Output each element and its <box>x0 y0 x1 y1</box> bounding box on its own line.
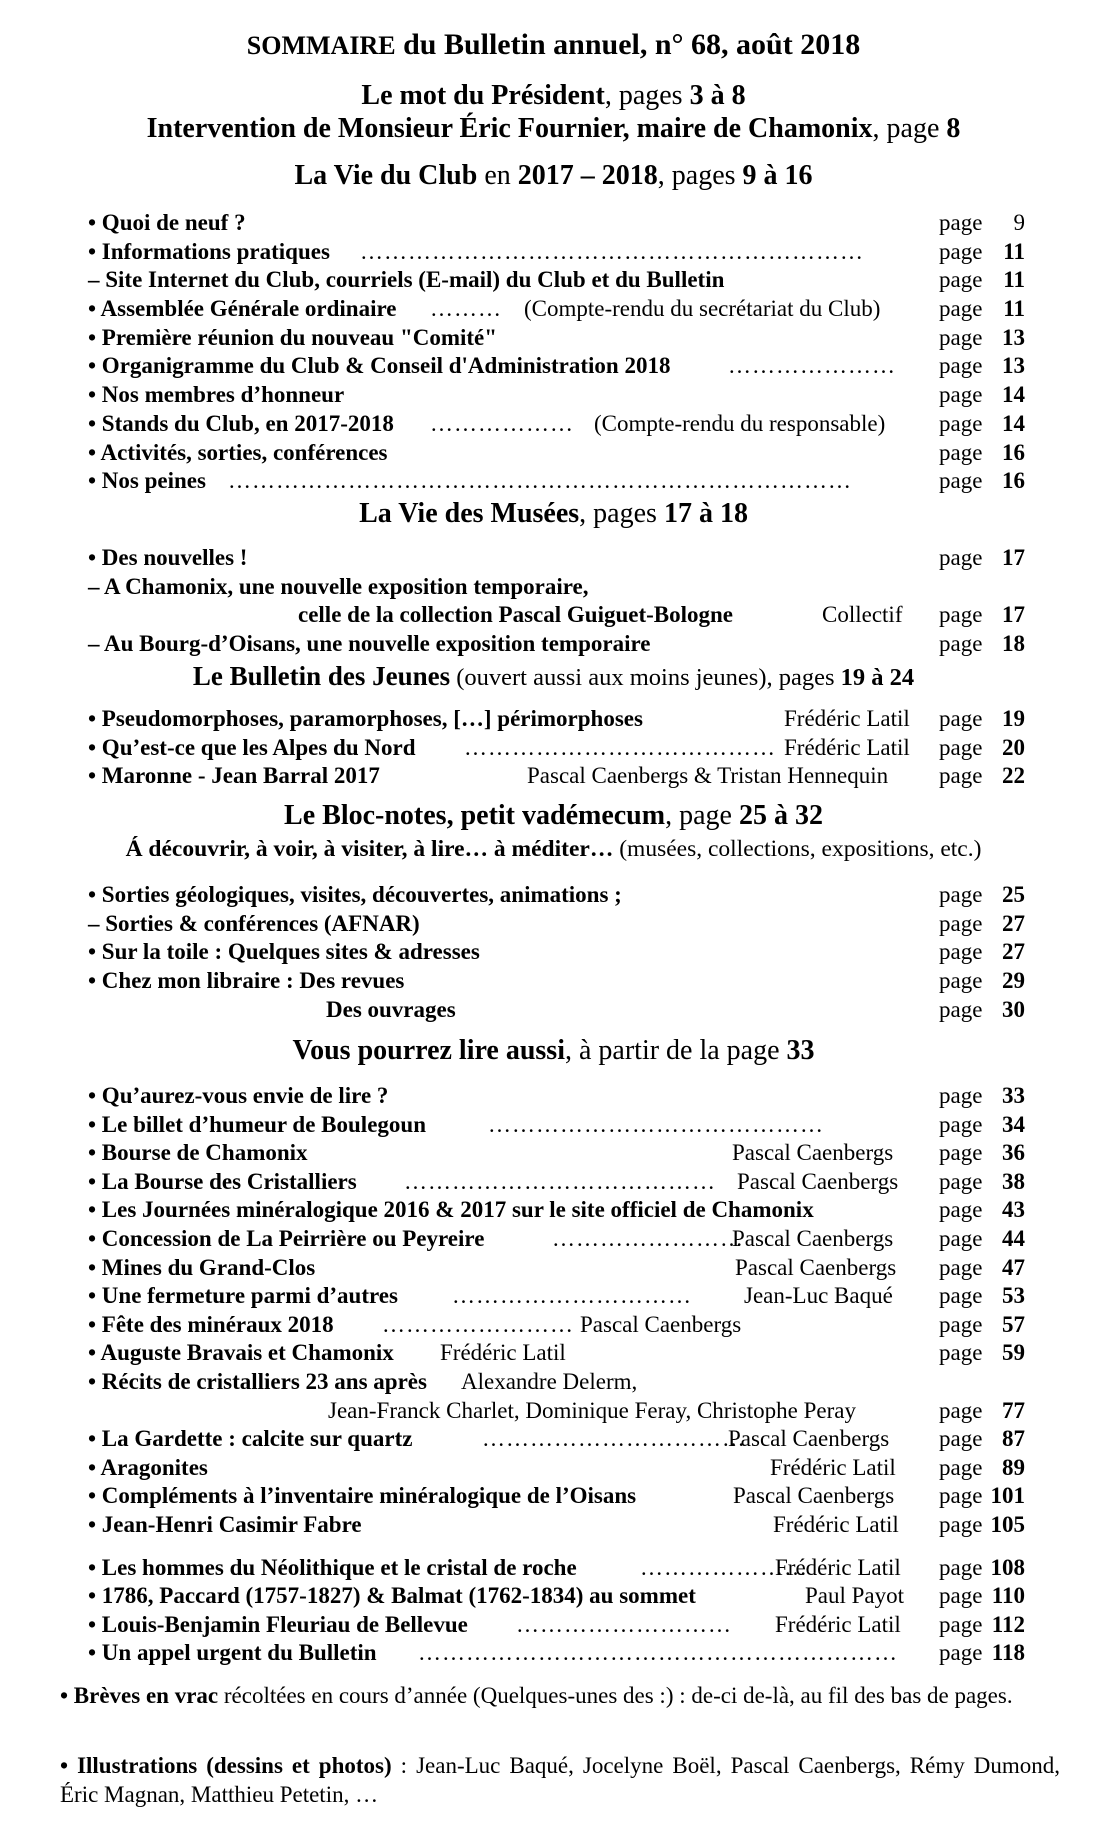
toc-entry <box>0 382 1107 412</box>
toc-entry <box>0 325 1107 355</box>
toc-entry <box>0 1512 1107 1542</box>
entry-page-label: page <box>939 1455 983 1480</box>
entry-page-number: 13 <box>1002 353 1025 378</box>
entry-leader-dots: ………………………………… <box>464 735 776 760</box>
entry-title: • Stands du Club, en 2017-2018 <box>88 411 394 436</box>
toc-entry <box>0 735 1107 765</box>
entry-page-label: page <box>939 735 983 760</box>
entry-title: • Chez mon libraire : Des revues <box>88 968 405 993</box>
toc-entry <box>0 1483 1107 1513</box>
toc-entry <box>0 1369 1107 1399</box>
entry-leader-dots: …………………………………………………… <box>418 1640 898 1665</box>
entry-page-number: 11 <box>1003 239 1025 264</box>
entry-page-label: page <box>939 1426 983 1451</box>
entry-page-number: 19 <box>1002 706 1025 731</box>
entry-page-label: page <box>939 239 983 264</box>
toc-entry <box>0 763 1107 793</box>
entry-page-label: page <box>939 911 983 936</box>
entry-title: • La Gardette : calcite sur quartz <box>88 1426 413 1451</box>
entry-page-number: 43 <box>1002 1197 1025 1222</box>
entry-author: (Compte-rendu du secrétariat du Club) <box>524 296 881 321</box>
entry-page-label: page <box>939 1255 983 1280</box>
entry-page-number: 101 <box>990 1483 1025 1508</box>
entry-title: • Qu’aurez-vous envie de lire ? <box>88 1083 389 1108</box>
entry-page-label: page <box>939 763 983 788</box>
entry-page-number: 11 <box>1003 267 1025 292</box>
note-breves: • Brèves en vrac récoltées en cours d’année (Quelques-unes des :) : de-ci de-là, au fil des bas de pages. <box>60 1683 1013 1708</box>
entry-title: • Organigramme du Club & Conseil d'Administration 2018 <box>88 353 671 378</box>
entry-title: • Mines du Grand-Clos <box>88 1255 316 1280</box>
entry-page-number: 108 <box>990 1555 1025 1580</box>
entry-title: • Pseudomorphoses, paramorphoses, […] périmorphoses <box>88 706 643 731</box>
entry-author: Pascal Caenbergs <box>733 1483 895 1508</box>
toc-entry <box>0 267 1107 297</box>
entry-title: • Activités, sorties, conférences <box>88 440 388 465</box>
entry-page-number: 57 <box>1002 1312 1025 1337</box>
entry-title: • Qu’est-ce que les Alpes du Nord <box>88 735 416 760</box>
entry-leader-dots: ………………………… <box>452 1283 692 1308</box>
toc-entry <box>0 1283 1107 1313</box>
entry-author: Jean-Luc Baqué <box>744 1283 893 1308</box>
note-illustrations: • Illustrations (dessins et photos) : Jean-Luc Baqué, Jocelyne Boël, Pascal Caenbergs, Rémy Dumond, Éric Magnan, Matthieu Petetin, … <box>60 1753 1060 1807</box>
entry-leader-dots: …………………………… <box>482 1426 746 1451</box>
entry-title: • La Bourse des Cristalliers <box>88 1169 357 1194</box>
entry-author: Frédéric Latil <box>440 1340 566 1365</box>
entry-page-number: 112 <box>991 1612 1025 1637</box>
entry-title: • Le billet d’humeur de Boulegoun <box>88 1112 426 1137</box>
entry-page-number: 36 <box>1002 1140 1025 1165</box>
entry-page-number: 118 <box>991 1640 1025 1665</box>
entry-title: • Des nouvelles ! <box>88 545 248 570</box>
entry-title: • Nos membres d’honneur <box>88 382 345 407</box>
entry-title: • Auguste Bravais et Chamonix <box>88 1340 394 1365</box>
entry-page-label: page <box>939 1555 983 1580</box>
entry-page-label: page <box>939 1312 983 1337</box>
toc-entry <box>0 1255 1107 1285</box>
toc-entry <box>0 1426 1107 1456</box>
entry-page-number: 13 <box>1002 325 1025 350</box>
entry-title: • Compléments à l’inventaire minéralogique de l’Oisans <box>88 1483 637 1508</box>
toc-entry <box>0 1226 1107 1256</box>
entry-page-label: page <box>939 1140 983 1165</box>
entry-title: • Informations pratiques <box>88 239 330 264</box>
entry-page-number: 87 <box>1002 1426 1025 1451</box>
entry-page-label: page <box>939 468 983 493</box>
entry-title: • Louis-Benjamin Fleuriau de Bellevue <box>88 1612 468 1637</box>
entry-page-number: 17 <box>1002 602 1025 627</box>
entry-page-label: page <box>939 1112 983 1137</box>
entry-title: • Les Journées minéralogique 2016 & 2017 sur le site officiel de Chamonix <box>88 1197 814 1222</box>
entry-page-label: page <box>939 968 983 993</box>
entry-page-label: page <box>939 545 983 570</box>
entry-title: • Jean-Henri Casimir Fabre <box>88 1512 362 1537</box>
toc-entry <box>0 296 1107 326</box>
entry-title: • Concession de La Peirrière ou Peyreire <box>88 1226 485 1251</box>
toc-entry <box>0 911 1107 941</box>
entry-page-number: 110 <box>991 1583 1025 1608</box>
toc-entry <box>0 1640 1107 1670</box>
toc-entry <box>0 1398 1107 1428</box>
entry-title: • Maronne - Jean Barral 2017 <box>88 763 380 788</box>
entry-page-number: 9 <box>1013 210 1025 235</box>
entry-page-label: page <box>939 939 983 964</box>
toc-entry <box>0 1083 1107 1113</box>
entry-page-label: page <box>939 440 983 465</box>
toc-entry <box>0 1555 1107 1585</box>
entry-title: • Sur la toile : Quelques sites & adresses <box>88 939 480 964</box>
entry-page-number: 47 <box>1002 1255 1025 1280</box>
entry-page-label: page <box>939 1197 983 1222</box>
entry-page-label: page <box>939 1612 983 1637</box>
entry-page-label: page <box>939 267 983 292</box>
entry-title: • 1786, Paccard (1757-1827) & Balmat (1762-1834) au sommet <box>88 1583 696 1608</box>
toc-entry <box>0 997 1107 1027</box>
entry-page-number: 16 <box>1002 468 1025 493</box>
entry-title: • Nos peines <box>88 468 206 493</box>
toc-entry <box>0 1197 1107 1227</box>
toc-entry <box>0 939 1107 969</box>
entry-title: • Les hommes du Néolithique et le cristal de roche <box>88 1555 577 1580</box>
entry-author: Jean-Franck Charlet, Dominique Feray, Christophe Peray <box>328 1398 857 1423</box>
toc-entry <box>0 574 1107 604</box>
entry-page-label: page <box>939 296 983 321</box>
entry-title: • Bourse de Chamonix <box>88 1140 308 1165</box>
entry-title: • Récits de cristalliers 23 ans après <box>88 1369 427 1394</box>
entry-title: • Sorties géologiques, visites, découvertes, animations ; <box>88 882 622 907</box>
toc-entry <box>0 239 1107 269</box>
entry-leader-dots: ………………………………… <box>404 1169 716 1194</box>
toc-entry <box>0 1140 1107 1170</box>
toc-entry <box>0 1312 1107 1342</box>
entry-leader-dots: ………………… <box>640 1555 808 1580</box>
entry-title: celle de la collection Pascal Guiguet-Bologne <box>298 602 734 627</box>
entry-title: – A Chamonix, une nouvelle exposition temporaire, <box>88 574 589 599</box>
toc-entry <box>0 1340 1107 1370</box>
entry-page-number: 22 <box>1002 763 1025 788</box>
entry-author: Frédéric Latil <box>770 1455 896 1480</box>
toc-entry <box>0 1112 1107 1142</box>
entry-author: Pascal Caenbergs & Tristan Hennequin <box>527 763 889 788</box>
entry-leader-dots: ………………… <box>728 353 896 378</box>
toc-entry <box>0 468 1107 498</box>
entry-page-number: 44 <box>1002 1226 1025 1251</box>
entry-page-label: page <box>939 706 983 731</box>
entry-page-label: page <box>939 1583 983 1608</box>
entry-title: • Aragonites <box>88 1455 208 1480</box>
toc-entry <box>0 440 1107 470</box>
section-heading-musees: La Vie des Musées, pages 17 à 18 <box>359 498 748 529</box>
entry-page-label: page <box>939 353 983 378</box>
entry-title: Des ouvrages <box>326 997 456 1022</box>
entry-author: Pascal Caenbergs <box>737 1169 899 1194</box>
entry-page-number: 20 <box>1002 735 1025 760</box>
entry-page-number: 18 <box>1002 631 1025 656</box>
toc-entry <box>0 411 1107 441</box>
entry-leader-dots: ……………… <box>430 411 574 436</box>
section-subheading-blocnotes: Á découvrir, à voir, à visiter, à lire… à méditer… (musées, collections, expositions, etc.) <box>125 836 982 862</box>
entry-title: • Quoi de neuf ? <box>88 210 246 235</box>
section-heading-lire: Vous pourrez lire aussi, à partir de la page 33 <box>292 1035 815 1066</box>
toc-entry <box>0 968 1107 998</box>
entry-page-number: 25 <box>1002 882 1025 907</box>
entry-leader-dots: ……………………………………………………… <box>360 239 864 264</box>
entry-page-number: 14 <box>1002 382 1025 407</box>
entry-page-number: 38 <box>1002 1169 1025 1194</box>
section-heading-club: La Vie du Club en 2017 – 2018, pages 9 à 16 <box>294 160 813 191</box>
toc-entry <box>0 1612 1107 1642</box>
entry-author: (Compte-rendu du responsable) <box>594 411 886 436</box>
entry-author: Pascal Caenbergs <box>732 1226 894 1251</box>
entry-leader-dots: ……… <box>430 296 502 321</box>
section-heading-jeunes: Le Bulletin des Jeunes (ouvert aussi aux moins jeunes), pages 19 à 24 <box>192 661 915 691</box>
entry-leader-dots: ……………………… <box>516 1612 732 1637</box>
entry-page-number: 33 <box>1002 1083 1025 1108</box>
entry-page-number: 77 <box>1002 1398 1025 1423</box>
toc-entry <box>0 1583 1107 1613</box>
entry-title: – Sorties & conférences (AFNAR) <box>88 911 420 936</box>
entry-author: Pascal Caenbergs <box>732 1140 894 1165</box>
entry-page-label: page <box>939 411 983 436</box>
entry-author: Frédéric Latil <box>784 706 910 731</box>
entry-page-number: 59 <box>1002 1340 1025 1365</box>
entry-page-label: page <box>939 210 983 235</box>
entry-title: – Site Internet du Club, courriels (E-mail) du Club et du Bulletin <box>88 267 725 292</box>
toc-entry <box>0 1169 1107 1199</box>
entry-author: Collectif <box>822 602 903 627</box>
entry-page-number: 89 <box>1002 1455 1025 1480</box>
entry-page-number: 105 <box>990 1512 1025 1537</box>
entry-page-label: page <box>939 1169 983 1194</box>
entry-title: • Un appel urgent du Bulletin <box>88 1640 377 1665</box>
entry-title: • Fête des minéraux 2018 <box>88 1312 334 1337</box>
entry-page-label: page <box>939 382 983 407</box>
entry-leader-dots: …………………………………………………………………… <box>228 468 852 493</box>
entry-author: Paul Payot <box>805 1583 905 1608</box>
entry-author: Pascal Caenbergs <box>728 1426 890 1451</box>
entry-page-number: 29 <box>1002 968 1025 993</box>
entry-author: Frédéric Latil <box>775 1612 901 1637</box>
entry-page-label: page <box>939 882 983 907</box>
entry-page-label: page <box>939 1483 983 1508</box>
entry-author: Frédéric Latil <box>773 1512 899 1537</box>
entry-page-number: 27 <box>1002 939 1025 964</box>
entry-leader-dots: …………………… <box>382 1312 574 1337</box>
entry-page-number: 17 <box>1002 545 1025 570</box>
entry-page-label: page <box>939 1226 983 1251</box>
entry-page-number: 16 <box>1002 440 1025 465</box>
entry-title: • Assemblée Générale ordinaire <box>88 296 397 321</box>
entry-author: Frédéric Latil <box>784 735 910 760</box>
entry-title: • Une fermeture parmi d’autres <box>88 1283 398 1308</box>
entry-author: Alexandre Delerm, <box>461 1369 638 1394</box>
toc-entry <box>0 210 1107 240</box>
entry-leader-dots: …………………… <box>552 1226 744 1251</box>
entry-leader-dots: …………………………………… <box>488 1112 824 1137</box>
intro-president: Le mot du Président, pages 3 à 8 <box>361 80 746 111</box>
entry-title: – Au Bourg-d’Oisans, une nouvelle exposition temporaire <box>88 631 651 656</box>
entry-page-label: page <box>939 325 983 350</box>
toc-entry <box>0 882 1107 912</box>
toc-entry <box>0 706 1107 736</box>
entry-page-label: page <box>939 1283 983 1308</box>
entry-page-label: page <box>939 1640 983 1665</box>
section-heading-blocnotes: Le Bloc-notes, petit vadémecum, page 25 à 32 <box>284 800 823 831</box>
toc-entry <box>0 602 1107 632</box>
entry-author: Frédéric Latil <box>775 1555 901 1580</box>
toc-entry <box>0 353 1107 383</box>
entry-page-number: 34 <box>1002 1112 1025 1137</box>
toc-entry <box>0 1455 1107 1485</box>
entry-page-number: 14 <box>1002 411 1025 436</box>
entry-author: Pascal Caenbergs <box>735 1255 897 1280</box>
entry-page-label: page <box>939 1083 983 1108</box>
toc-entry <box>0 631 1107 661</box>
entry-page-label: page <box>939 1398 983 1423</box>
entry-title: • Première réunion du nouveau "Comité" <box>88 325 498 350</box>
entry-page-label: page <box>939 1340 983 1365</box>
entry-page-number: 27 <box>1002 911 1025 936</box>
entry-page-number: 30 <box>1002 997 1025 1022</box>
entry-author: Pascal Caenbergs <box>580 1312 742 1337</box>
intro-maire: Intervention de Monsieur Éric Fournier, maire de Chamonix, page 8 <box>146 113 961 144</box>
document-title: SOMMAIRE du Bulletin annuel, n° 68, août 2018 <box>246 28 861 61</box>
entry-page-label: page <box>939 631 983 656</box>
entry-page-number: 11 <box>1003 296 1025 321</box>
entry-page-label: page <box>939 1512 983 1537</box>
toc-entry <box>0 545 1107 575</box>
entry-page-label: page <box>939 602 983 627</box>
entry-page-label: page <box>939 997 983 1022</box>
entry-page-number: 53 <box>1002 1283 1025 1308</box>
